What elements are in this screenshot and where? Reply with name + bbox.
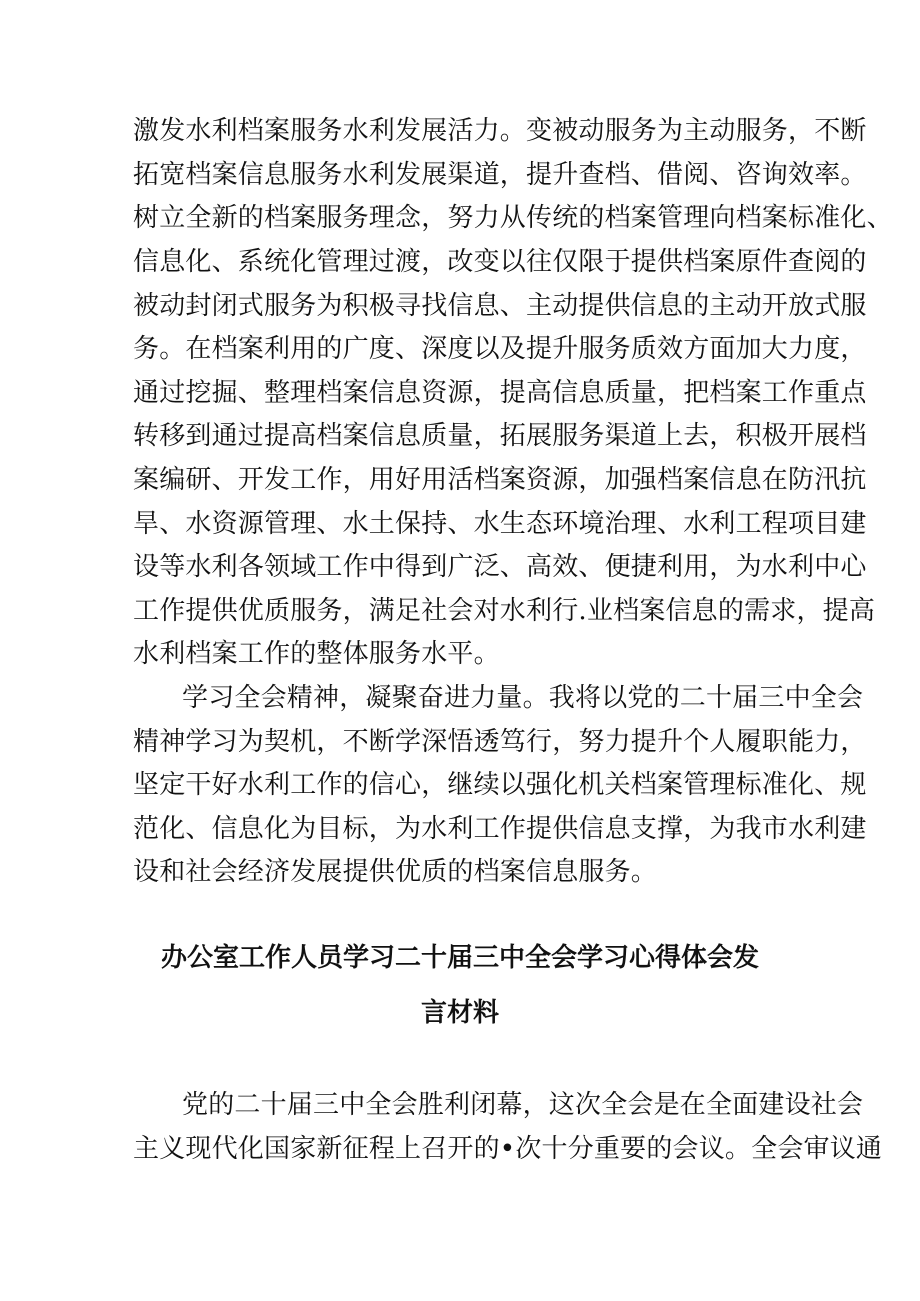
text-line: 被动封闭式服务为积极寻找信息、主动提供信息的主动开放式服 [133,291,867,321]
text-line: 激发水利档案服务水利发展活力。变被动服务为主动服务，不断 [133,116,867,146]
heading-line-2: 言材料 [420,998,499,1028]
text-line: 工作提供优质服务，满足社会对水利行.业档案信息的需求，提高 [133,596,876,626]
text-line: 党的二十届三中全会胜利闭幕，这次全会是在全面建设社会 [182,1090,864,1120]
text-line: 通过挖掘、整理档案信息资源，提高信息质量，把档案工作重点 [133,378,867,408]
text-line: 务。在档案利用的广度、深度以及提升服务质效方面加大力度， [133,334,867,364]
text-line: 转移到通过提高档案信息质量，拓展服务渠道上去，积极开展档 [133,421,867,451]
text-line: 主义现代化国家新征程上召开的•次十分重要的会议。全会审议通 [133,1134,883,1164]
text-line: 水利档案工作的整体服务水平。 [133,639,500,669]
text-line: 拓宽档案信息服务水利发展渠道，提升查档、借阅、咨询效率。 [133,160,867,190]
text-line: 旱、水资源管理、水土保持、水生态环境治理、水利工程项目建 [133,509,867,539]
text-line: 树立全新的档案服务理念，努力从传统的档案管理向档案标准化、 [133,203,893,233]
heading-line-1: 办公室工作人员学习二十届三中全会学习心得体会发 [160,943,759,973]
text-line: 坚定干好水利工作的信心，继续以强化机关档案管理标准化、规 [133,770,867,800]
text-line: 信息化、系统化管理过渡，改变以往仅限于提供档案原件查阅的 [133,247,867,277]
text-line: 精神学习为契机，不断学深悟透笃行，努力提升个人履职能力， [133,727,867,757]
text-line: 案编研、开发工作，用好用活档案资源，加强档案信息在防汛抗 [133,465,867,495]
text-line: 学习全会精神，凝聚奋进力量。我将以党的二十届三中全会 [182,683,864,713]
text-line: 设和社会经济发展提供优质的档案信息服务。 [133,857,658,887]
text-line: 范化、信息化为目标，为水利工作提供信息支撑，为我市水利建 [133,814,867,844]
text-line: 设等水利各领域工作中得到广泛、高效、便捷利用，为水利中心 [133,552,867,582]
